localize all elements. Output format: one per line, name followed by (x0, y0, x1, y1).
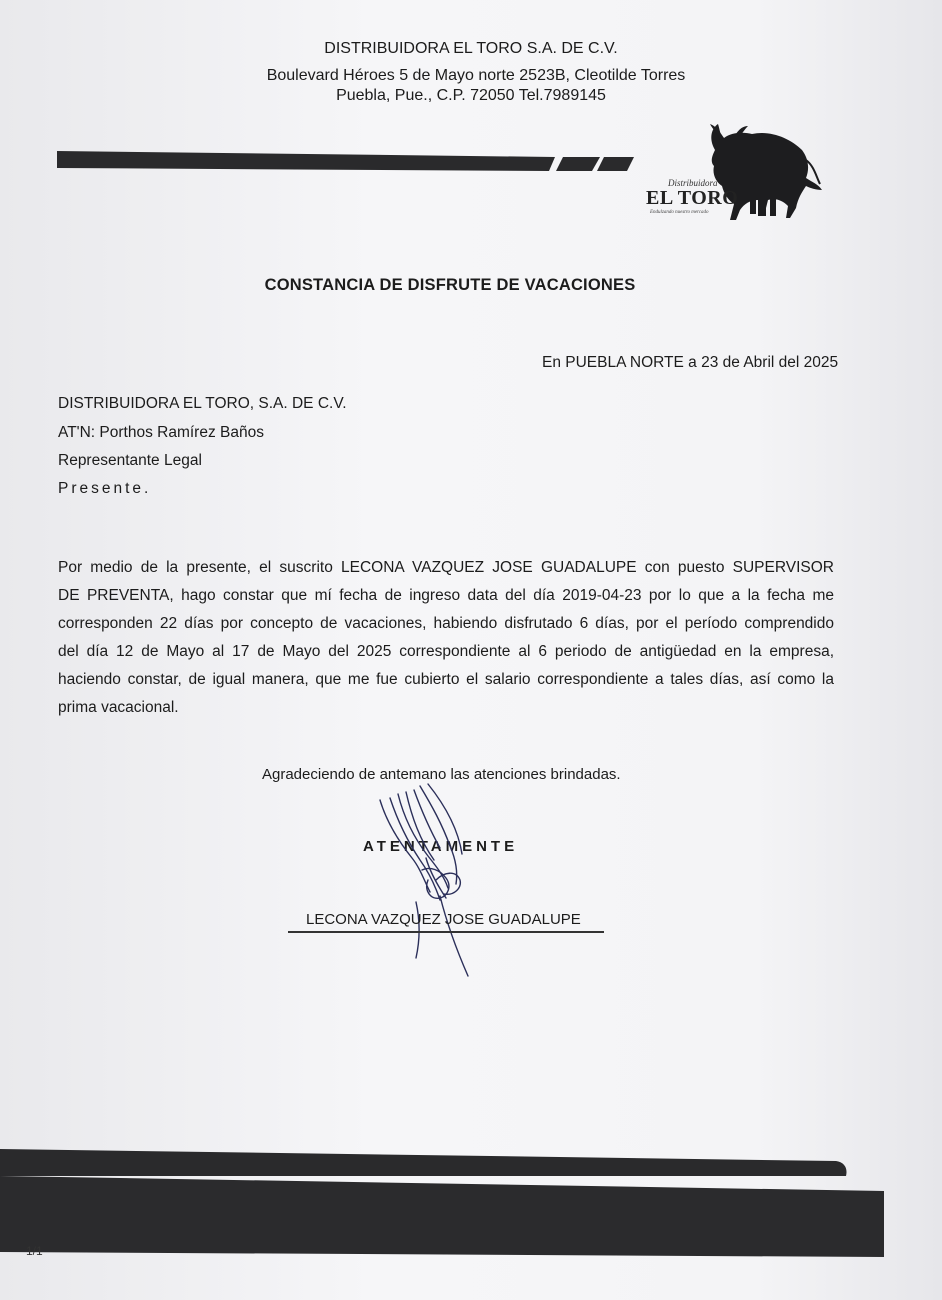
company-logo (640, 120, 830, 225)
logo-tagline: Endulzando nuestro mercado (650, 210, 709, 215)
page-number: 1/1 (26, 1244, 43, 1258)
body-paragraph (58, 554, 834, 722)
company-name: DISTRIBUIDORA EL TORO S.A. DE C.V. (324, 40, 618, 57)
logo-big-text: EL TORO (646, 187, 739, 209)
signature-line (288, 931, 604, 933)
body-line: del día 12 de Mayo al 17 de Mayo del 2025 correspondiente al 6 periodo de antigüedad en la empresa, (58, 643, 834, 660)
body-line: DE PREVENTA, hago constar que mí fecha de ingreso data del día 2019-04-23 por lo que a la fecha me (58, 587, 834, 604)
body-line: haciendo constar, de igual manera, que me fue cubierto el salario correspondiente a tales días, así como la (58, 671, 834, 688)
body-line: corresponden 22 días por concepto de vacaciones, habiendo disfrutado 6 días, por el período comprendido (58, 615, 834, 632)
place-date: En PUEBLA NORTE a 23 de Abril del 2025 (542, 354, 839, 371)
address-line-2: Puebla, Pue., C.P. 72050 Tel.7989145 (336, 87, 606, 104)
recipient-presente: Presente. (58, 480, 152, 497)
recipient-company: DISTRIBUIDORA EL TORO, S.A. DE C.V. (58, 395, 347, 412)
header-band-segment-2 (597, 157, 634, 171)
header-band-main (57, 151, 555, 171)
signer-name: LECONA VAZQUEZ JOSE GUADALUPE (306, 911, 581, 928)
address-line-1: Boulevard Héroes 5 de Mayo norte 2523B, Cleotilde Torres (266, 67, 686, 84)
recipient-role: Representante Legal (58, 452, 202, 469)
document-title: CONSTANCIA DE DISFRUTE DE VACACIONES (264, 276, 636, 294)
header-band-segment-1 (556, 157, 600, 171)
logo-small-text: Distribuidora (668, 178, 718, 188)
recipient-attn: AT'N: Porthos Ramírez Baños (58, 424, 264, 441)
footer-band-thick (0, 1176, 884, 1257)
body-line: Por medio de la presente, el suscrito LECONA VAZQUEZ JOSE GUADALUPE con puesto SUPERVISOR (58, 559, 834, 576)
footer-band (0, 1140, 942, 1300)
atentamente-label: ATENTAMENTE (363, 838, 519, 855)
body-line: prima vacacional. (58, 699, 179, 716)
closing-text: Agradeciendo de antemano las atenciones brindadas. (262, 766, 621, 783)
footer-band-thin (0, 1149, 847, 1176)
